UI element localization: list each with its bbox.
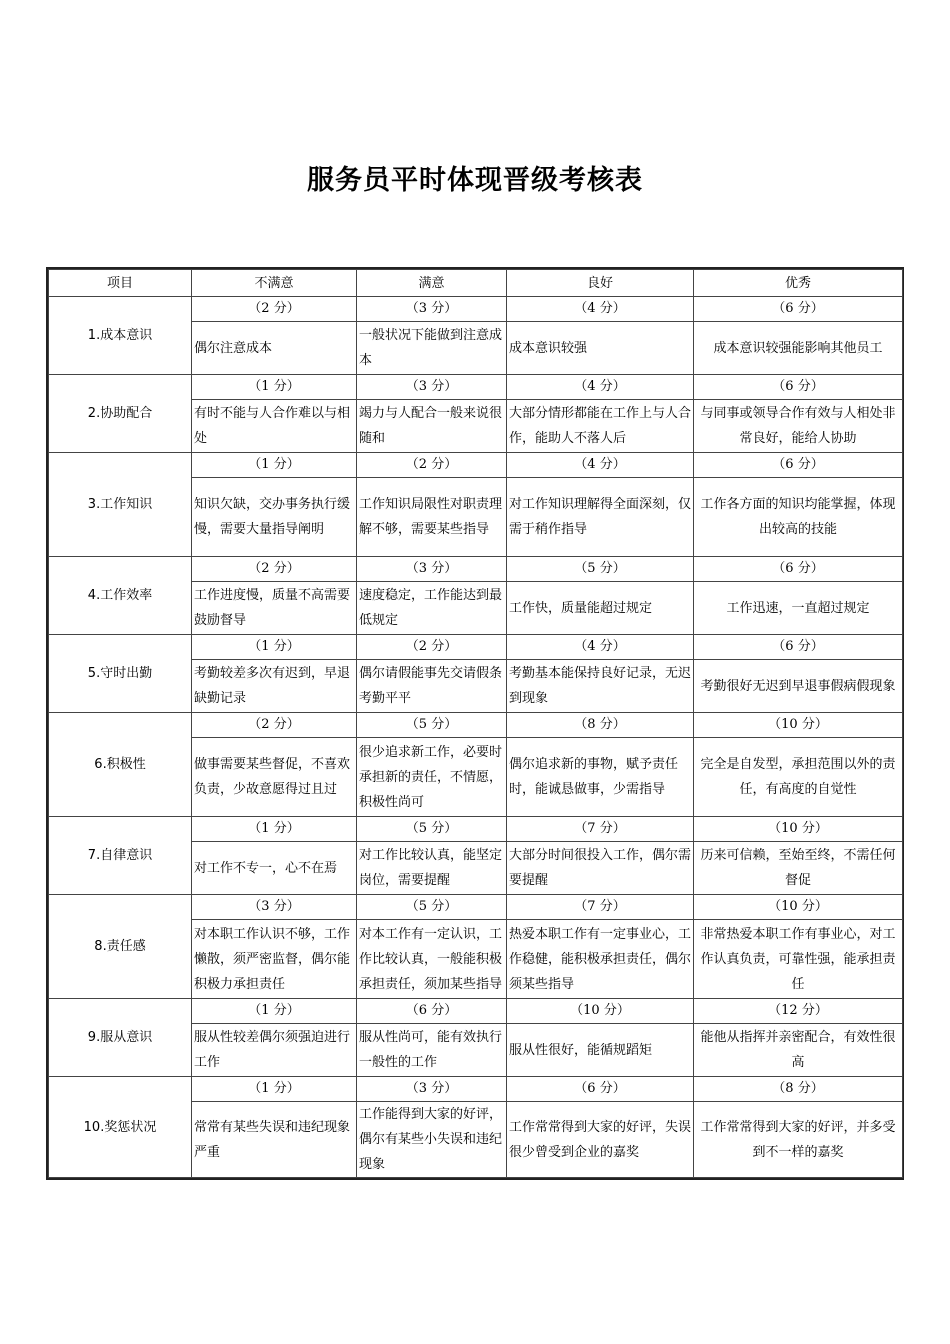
header-item: 项目 bbox=[49, 270, 192, 297]
table-row bbox=[49, 375, 903, 400]
description-cell: 工作能得到大家的好评，偶尔有某些小失误和违纪现象 bbox=[357, 1102, 507, 1178]
criterion-name: 5.守时出勤 bbox=[49, 635, 192, 713]
score-cell: （5 分） bbox=[507, 557, 694, 582]
score-cell: （6 分） bbox=[357, 999, 507, 1024]
score-cell: （6 分） bbox=[694, 453, 903, 478]
description-cell: 工作进度慢，质量不高需要鼓励督导 bbox=[192, 582, 357, 635]
header-satisfied: 满意 bbox=[357, 270, 507, 297]
score-cell: （3 分） bbox=[357, 297, 507, 322]
score-cell: （6 分） bbox=[694, 635, 903, 660]
description-cell: 工作知识局限性对职责理解不够，需要某些指导 bbox=[357, 478, 507, 557]
description-cell: 知识欠缺，交办事务执行缓慢，需要大量指导阐明 bbox=[192, 478, 357, 557]
table-row bbox=[49, 453, 903, 478]
score-cell: （4 分） bbox=[507, 635, 694, 660]
description-cell: 大部分时间很投入工作，偶尔需要提醒 bbox=[507, 842, 694, 895]
table-row bbox=[49, 817, 903, 842]
description-cell: 工作常常得到大家的好评，失误很少曾受到企业的嘉奖 bbox=[507, 1102, 694, 1178]
score-cell: （3 分） bbox=[192, 895, 357, 920]
score-cell: （1 分） bbox=[192, 999, 357, 1024]
description-cell: 竭力与人配合一般来说很随和 bbox=[357, 400, 507, 453]
criterion-name: 9.服从意识 bbox=[49, 999, 192, 1077]
header-excellent: 优秀 bbox=[694, 270, 903, 297]
description-cell: 能他从指挥并亲密配合，有效性很高 bbox=[694, 1024, 903, 1077]
score-cell: （6 分） bbox=[507, 1077, 694, 1102]
score-cell: （6 分） bbox=[694, 557, 903, 582]
description-cell: 考勤基本能保持良好记录，无迟到现象 bbox=[507, 660, 694, 713]
description-cell: 大部分情形都能在工作上与人合作，能助人不落人后 bbox=[507, 400, 694, 453]
score-cell: （2 分） bbox=[192, 713, 357, 738]
description-cell: 服从性很好，能循规蹈矩 bbox=[507, 1024, 694, 1077]
score-cell: （4 分） bbox=[507, 453, 694, 478]
description-cell: 对工作比较认真，能坚定岗位，需要提醒 bbox=[357, 842, 507, 895]
description-cell: 速度稳定，工作能达到最低规定 bbox=[357, 582, 507, 635]
table-row bbox=[49, 297, 903, 322]
score-cell: （4 分） bbox=[507, 297, 694, 322]
score-cell: （3 分） bbox=[357, 557, 507, 582]
description-cell: 对工作知识理解得全面深刻，仅需于稍作指导 bbox=[507, 478, 694, 557]
description-cell: 对工作不专一，心不在焉 bbox=[192, 842, 357, 895]
description-cell: 有时不能与人合作难以与相处 bbox=[192, 400, 357, 453]
score-cell: （10 分） bbox=[507, 999, 694, 1024]
description-cell: 常常有某些失误和违纪现象严重 bbox=[192, 1102, 357, 1178]
table-row bbox=[49, 895, 903, 920]
table-header-row bbox=[49, 270, 903, 297]
score-cell: （8 分） bbox=[507, 713, 694, 738]
score-cell: （6 分） bbox=[694, 375, 903, 400]
criterion-name: 7.自律意识 bbox=[49, 817, 192, 895]
criterion-name: 4.工作效率 bbox=[49, 557, 192, 635]
score-cell: （1 分） bbox=[192, 1077, 357, 1102]
description-cell: 热爱本职工作有一定事业心，工作稳健，能积极承担责任，偶尔须某些指导 bbox=[507, 920, 694, 999]
criterion-name: 8.责任感 bbox=[49, 895, 192, 999]
score-cell: （5 分） bbox=[357, 895, 507, 920]
score-cell: （1 分） bbox=[192, 635, 357, 660]
score-cell: （10 分） bbox=[694, 895, 903, 920]
description-cell: 服从性尚可，能有效执行一般性的工作 bbox=[357, 1024, 507, 1077]
description-cell: 偶尔追求新的事物，赋予责任时，能诚恳做事，少需指导 bbox=[507, 738, 694, 817]
description-cell: 考勤很好无迟到早退事假病假现象 bbox=[694, 660, 903, 713]
score-cell: （8 分） bbox=[694, 1077, 903, 1102]
table-row bbox=[49, 713, 903, 738]
description-cell: 很少追求新工作，必要时承担新的责任，不情愿，积极性尚可 bbox=[357, 738, 507, 817]
description-cell: 历来可信赖，至始至终，不需任何督促 bbox=[694, 842, 903, 895]
description-cell: 偶尔注意成本 bbox=[192, 322, 357, 375]
score-cell: （2 分） bbox=[192, 557, 357, 582]
table-row bbox=[49, 1077, 903, 1102]
criterion-name: 3.工作知识 bbox=[49, 453, 192, 557]
criterion-name: 2.协助配合 bbox=[49, 375, 192, 453]
criterion-name: 1.成本意识 bbox=[49, 297, 192, 375]
score-cell: （5 分） bbox=[357, 817, 507, 842]
score-cell: （5 分） bbox=[357, 713, 507, 738]
score-cell: （12 分） bbox=[694, 999, 903, 1024]
assessment-table bbox=[48, 269, 903, 1178]
score-cell: （3 分） bbox=[357, 1077, 507, 1102]
description-cell: 工作迅速，一直超过规定 bbox=[694, 582, 903, 635]
score-cell: （10 分） bbox=[694, 817, 903, 842]
header-good: 良好 bbox=[507, 270, 694, 297]
score-cell: （10 分） bbox=[694, 713, 903, 738]
score-cell: （1 分） bbox=[192, 817, 357, 842]
criterion-name: 6.积极性 bbox=[49, 713, 192, 817]
page-title: 服务员平时体现晋级考核表 bbox=[307, 165, 643, 196]
score-cell: （4 分） bbox=[507, 375, 694, 400]
description-cell: 非常热爱本职工作有事业心，对工作认真负责，可靠性强，能承担责任 bbox=[694, 920, 903, 999]
description-cell: 与同事或领导合作有效与人相处非常良好，能给人协助 bbox=[694, 400, 903, 453]
score-cell: （7 分） bbox=[507, 817, 694, 842]
score-cell: （1 分） bbox=[192, 375, 357, 400]
description-cell: 服从性较差偶尔须强迫进行工作 bbox=[192, 1024, 357, 1077]
description-cell: 完全是自发型，承担范围以外的责任，有高度的自觉性 bbox=[694, 738, 903, 817]
score-cell: （3 分） bbox=[357, 375, 507, 400]
description-cell: 做事需要某些督促，不喜欢负责，少故意愿得过且过 bbox=[192, 738, 357, 817]
description-cell: 成本意识较强能影响其他员工 bbox=[694, 322, 903, 375]
description-cell: 一般状况下能做到注意成本 bbox=[357, 322, 507, 375]
header-unsatisfied: 不满意 bbox=[192, 270, 357, 297]
description-cell: 考勤较差多次有迟到，早退缺勤记录 bbox=[192, 660, 357, 713]
assessment-table-frame bbox=[46, 267, 904, 1180]
score-cell: （6 分） bbox=[694, 297, 903, 322]
description-cell: 对本职工作认识不够，工作懒散，须严密监督，偶尔能积极力承担责任 bbox=[192, 920, 357, 999]
description-cell: 工作各方面的知识均能掌握，体现出较高的技能 bbox=[694, 478, 903, 557]
score-cell: （2 分） bbox=[357, 635, 507, 660]
table-row bbox=[49, 557, 903, 582]
table-row bbox=[49, 999, 903, 1024]
table-row bbox=[49, 635, 903, 660]
description-cell: 工作常常得到大家的好评，并多受到不一样的嘉奖 bbox=[694, 1102, 903, 1178]
description-cell: 偶尔请假能事先交请假条考勤平平 bbox=[357, 660, 507, 713]
criterion-name: 10.奖惩状况 bbox=[49, 1077, 192, 1178]
score-cell: （2 分） bbox=[192, 297, 357, 322]
description-cell: 成本意识较强 bbox=[507, 322, 694, 375]
score-cell: （7 分） bbox=[507, 895, 694, 920]
score-cell: （1 分） bbox=[192, 453, 357, 478]
score-cell: （2 分） bbox=[357, 453, 507, 478]
description-cell: 对本工作有一定认识，工作比较认真，一般能积极承担责任，须加某些指导 bbox=[357, 920, 507, 999]
description-cell: 工作快，质量能超过规定 bbox=[507, 582, 694, 635]
